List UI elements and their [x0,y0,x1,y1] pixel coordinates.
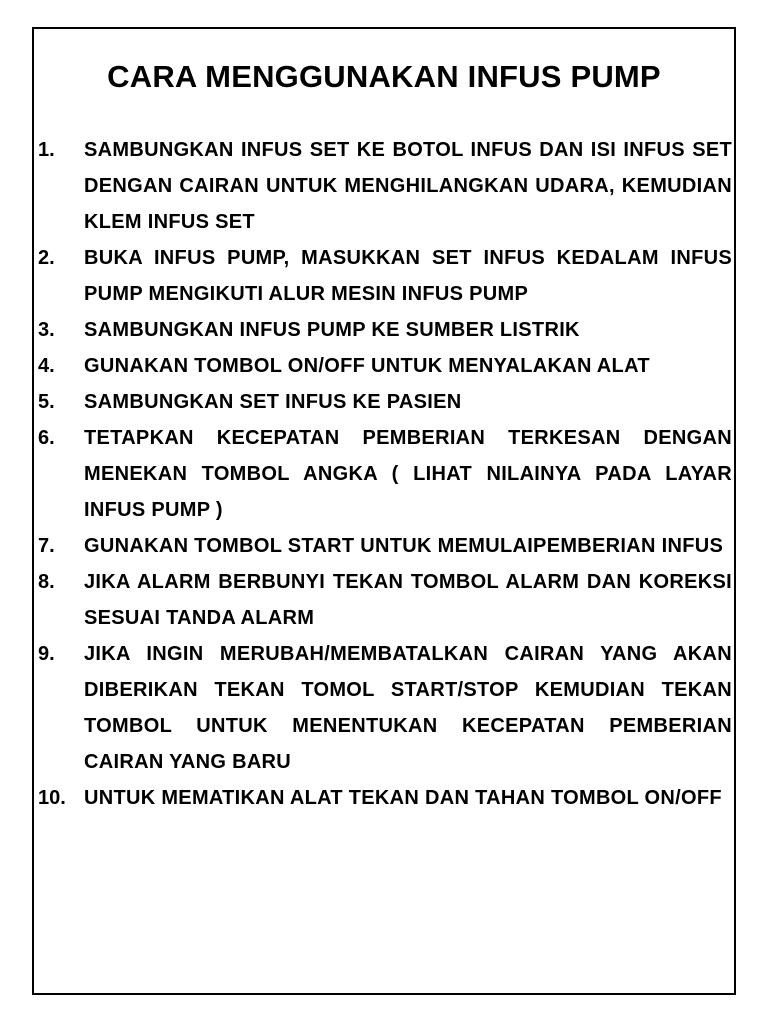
step-number: 4. [38,355,55,377]
step-text: JIKA ALARM BERBUNYI TEKAN TOMBOL ALARM DAN KOREKSI SESUAI TANDA ALARM [84,571,732,629]
step-10 [38,780,732,816]
step-text: UNTUK MEMATIKAN ALAT TEKAN DAN TAHAN TOMBOL ON/OFF [84,787,722,809]
steps-list [38,132,732,816]
step-text: SAMBUNGKAN INFUS PUMP KE SUMBER LISTRIK [84,319,580,341]
step-number: 1. [38,139,55,161]
step-number: 9. [38,643,55,665]
step-number: 3. [38,319,55,341]
step-text: GUNAKAN TOMBOL ON/OFF UNTUK MENYALAKAN ALAT [84,355,650,377]
step-number: 5. [38,391,55,413]
step-3 [38,312,732,348]
step-8 [38,564,732,636]
step-number: 6. [38,427,55,449]
step-text: SAMBUNGKAN INFUS SET KE BOTOL INFUS DAN ISI INFUS SET DENGAN CAIRAN UNTUK MENGHILANGKAN UDARA, KEMUDIAN KLEM INFUS SET [84,139,732,233]
step-1 [38,132,732,240]
page-title: CARA MENGGUNAKAN INFUS PUMP [107,59,661,94]
step-5 [38,384,732,420]
step-number: 2. [38,247,55,269]
step-9 [38,636,732,780]
step-text: SAMBUNGKAN SET INFUS KE PASIEN [84,391,462,413]
step-4 [38,348,732,384]
document-frame [32,27,736,995]
step-7 [38,528,732,564]
step-text: GUNAKAN TOMBOL START UNTUK MEMULAIPEMBERIAN INFUS [84,535,724,557]
step-number: 7. [38,535,55,557]
step-text: JIKA INGIN MERUBAH/MEMBATALKAN CAIRAN YANG AKAN DIBERIKAN TEKAN TOMOL START/STOP KEMUDIAN TEKAN TOMBOL UNTUK MENENTUKAN KECEPATAN PEMBERIAN CAIRAN YANG BARU [84,643,732,773]
step-number: 10. [38,787,66,809]
step-6 [38,420,732,528]
step-2 [38,240,732,312]
step-text: BUKA INFUS PUMP, MASUKKAN SET INFUS KEDALAM INFUS PUMP MENGIKUTI ALUR MESIN INFUS PUMP [84,247,732,305]
step-number: 8. [38,571,55,593]
step-text: TETAPKAN KECEPATAN PEMBERIAN TERKESAN DENGAN MENEKAN TOMBOL ANGKA ( LIHAT NILAINYA PADA LAYAR INFUS PUMP ) [84,427,732,521]
